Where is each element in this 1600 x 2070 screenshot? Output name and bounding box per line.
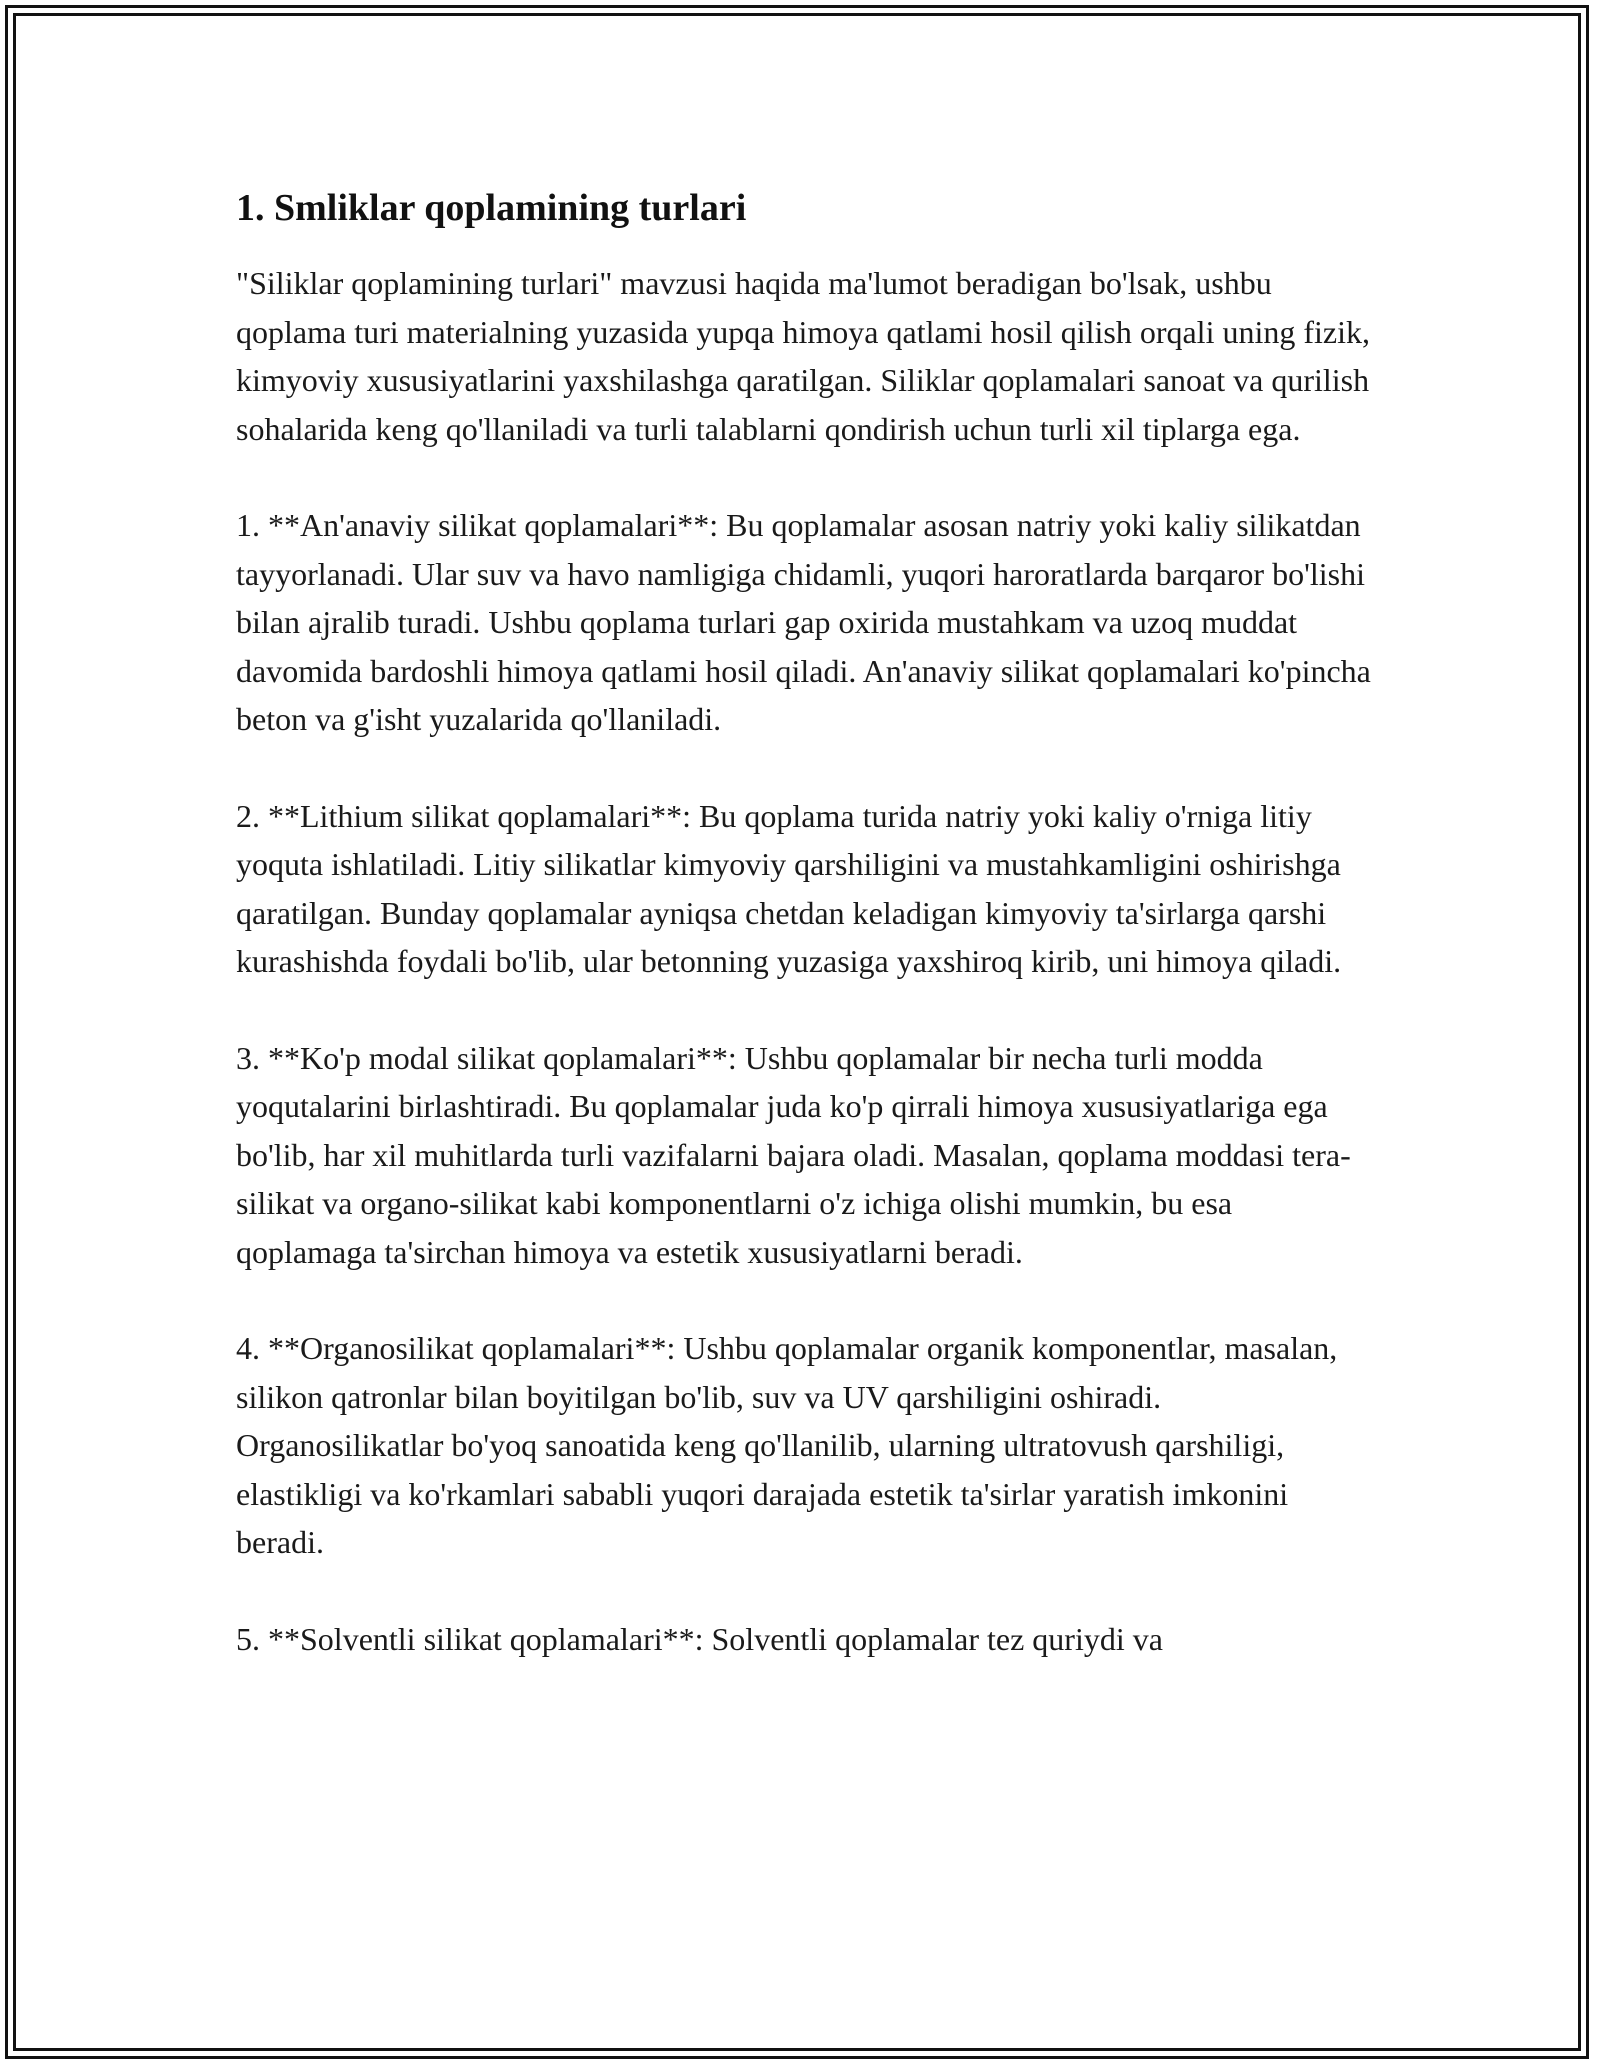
list-item-3: 3. **Ko'p modal silikat qoplamalari**: Ushbu qoplamalar bir necha turli modda yoqutalarini birlashtiradi. Bu qoplamalar juda ko'p qirrali himoya xususiyatlariga ega bo'lib, har xil muhitlarda turli vazifalarni bajara oladi. Masalan, qoplama moddasi tera-silikat va organo-silikat kabi komponentlarni o'z ichiga olishi mumkin, bu esa qoplamaga ta'sirchan himoya va estetik xususiyatlarni beradi. <box>236 1039 1351 1270</box>
intro-paragraph: "Siliklar qoplamining turlari" mavzusi haqida ma'lumot beradigan bo'lsak, ushbu qoplama turi materialning yuzasida yupqa himoya qatlami hosil qilish orqali uning fizik, kimyoviy xususiyatlarini yaxshilashga qaratilgan. Siliklar qoplamalari sanoat va qurilish sohalarida keng qo'llaniladi va turli talablarni qondirish uchun turli xil tiplarga ega. <box>236 265 1370 447</box>
document-body <box>236 185 1376 1711</box>
list-item-4: 4. **Organosilikat qoplamalari**: Ushbu qoplamalar organik komponentlar, masalan, silikon qatronlar bilan boyitilgan bo'lib, suv va UV qarshiligini oshiradi. Organosilikatlar bo'yoq sanoatida keng qo'llanilib, ularning ultratovush qarshiligi, elastikligi va ko'rkamlari sababli yuqori darajada estetik ta'sirlar yaratish imkonini beradi. <box>236 1330 1338 1560</box>
list-item-5: 5. **Solventli silikat qoplamalari**: Solventli qoplamalar tez quriydi va <box>236 1620 1163 1657</box>
section-title: 1. Smliklar qoplamining turlari <box>236 187 747 229</box>
list-item-1: 1. **An'anaviy silikat qoplamalari**: Bu qoplamalar asosan natriy yoki kaliy silikatdan tayyorlanadi. Ular suv va havo namligiga chidamli, yuqori haroratlarda barqaror bo'lishi bilan ajralib turadi. Ushbu qoplama turlari gap oxirida mustahkam va uzoq muddat davomida bardoshli himoya qatlami hosil qiladi. An'anaviy silikat qoplamalari ko'pincha beton va g'isht yuzalarida qo'llaniladi. <box>236 507 1371 737</box>
list-item-2: 2. **Lithium silikat qoplamalari**: Bu qoplama turida natriy yoki kaliy o'rniga litiy yoquta ishlatiladi. Litiy silikatlar kimyoviy qarshiligini va mustahkamligini oshirishga qaratilgan. Bunday qoplamalar ayniqsa chetdan keladigan kimyoviy ta'sirlarga qarshi kurashishda foydali bo'lib, ular betonning yuzasiga yaxshiroq kirib, uni himoya qiladi. <box>236 797 1342 979</box>
